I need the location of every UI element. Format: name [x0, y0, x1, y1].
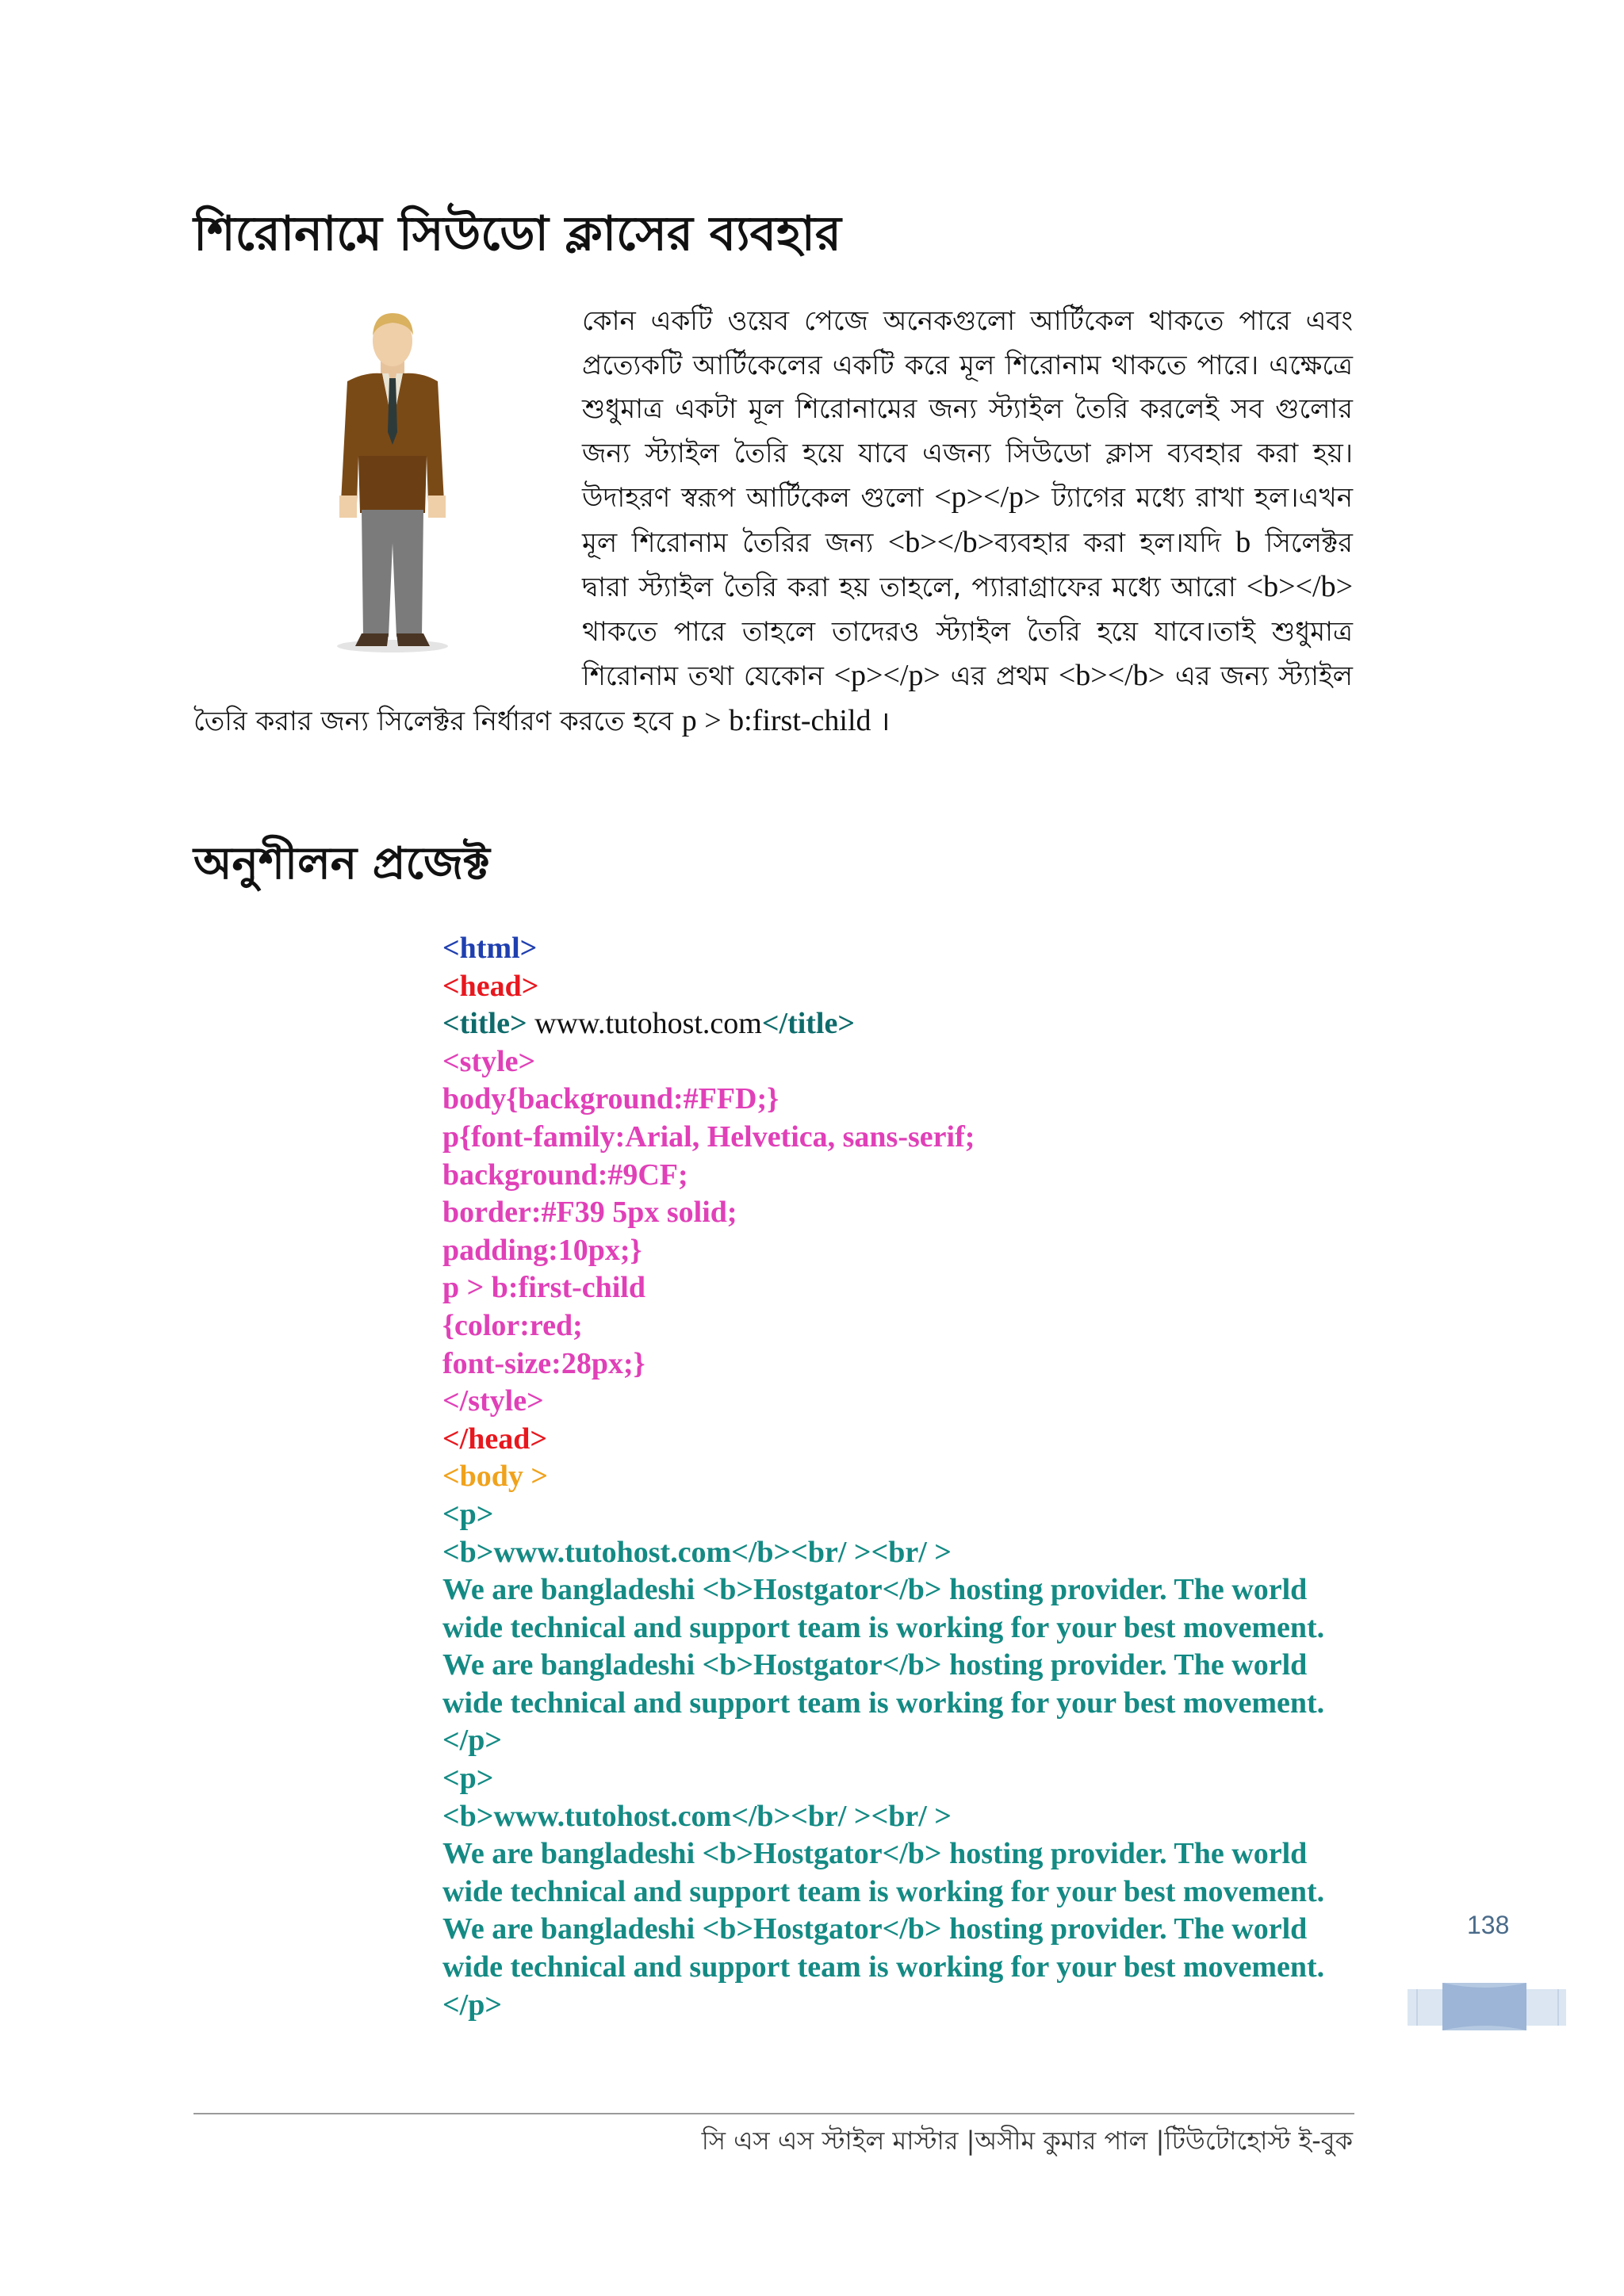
- code-line-css: background:#9CF;: [442, 1158, 688, 1192]
- code-line-title: [442, 1005, 1362, 1043]
- inline-code: <b></b>: [1246, 570, 1353, 603]
- code-line-html-open: <html>: [442, 932, 538, 965]
- paragraph-text: ।: [871, 705, 891, 737]
- code-line-css: padding:10px;}: [442, 1233, 642, 1267]
- code-line-css: p{font-family:Arial, Helvetica, sans-serif;: [442, 1119, 975, 1154]
- paragraph-text: ব্যবহার করা হল।যদি: [994, 526, 1236, 559]
- inline-code: p > b:first-child: [681, 703, 871, 737]
- code-line-css: font-size:28px;}: [442, 1346, 645, 1380]
- section-heading: শিরোনামে সিউডো ক্লাসের ব্যবহার: [193, 206, 841, 262]
- page-footer: সি এস এস স্টাইল মাস্টার |অসীম কুমার পাল |টিউটোহোস্ট ই-বুক: [701, 2126, 1353, 2156]
- code-line-style-open: <style>: [442, 1044, 536, 1078]
- code-line-p-close: </p>: [442, 1724, 502, 1758]
- code-line-p-open: <p>: [442, 1497, 494, 1531]
- code-line-style-close: </style>: [442, 1384, 544, 1418]
- code-listing: [442, 930, 1362, 2024]
- page-number: 138: [1467, 1911, 1510, 1939]
- footer-divider: [193, 2113, 1354, 2114]
- paragraph-text: সিলেক্টর দ্বারা স্ট্যাইল তৈরি করা হয় তাহলে, প্যারাগ্রাফের মধ্যে আরো: [582, 526, 1353, 603]
- paragraph-text: থাকতে পারে তাহলে তাদেরও স্ট্যাইল তৈরি হয়ে যাবে।তাই শুধুমাত্র শিরোনাম তথা যেকোন: [582, 615, 1353, 692]
- code-line-p-text: We are bangladeshi <b>Hostgator</b> hosting provider. The world wide technical and support team is working for your best movement. We are bangladeshi <b>Hostgator</b> hosting provider. The world wide technical and support team is working for your best movement.: [442, 1837, 1325, 1984]
- code-line-body-open: <body >: [442, 1460, 549, 1494]
- code-line-p-close: </p>: [442, 1988, 502, 2022]
- paragraph-text: কোন একটি ওয়েব পেজে অনেকগুলো আর্টিকেল থাকতে পারে এবং প্রত্যেকটি আর্টিকেলের একটি করে মূল শিরোনাম থাকতে পারে। এক্ষেত্রে শুধুমাত্র একটা মূল শিরোনামের জন্য স্ট্যাইল তৈরি করলেই সব গুলোর জন্য স্ট্যাইল তৈরি হয়ে যাবে এজন্য সিউডো ক্লাস ব্যবহার করা হয়। উদাহরণ স্বরূপ আর্টিকেল গুলো: [582, 305, 1353, 514]
- paragraph-text: এর প্রথম: [940, 660, 1059, 692]
- practice-project-heading: অনুশীলন প্রজেক্ট: [193, 838, 490, 890]
- code-line-css: {color:red;: [442, 1308, 583, 1342]
- code-line-b: <b>www.tutohost.com</b><br/ ><br/ >: [442, 1799, 952, 1833]
- code-line-css: p > b:first-child: [442, 1271, 645, 1305]
- code-line-head-open: <head>: [442, 969, 539, 1003]
- inline-code: <b></b>: [1058, 659, 1166, 692]
- code-line-p-text: We are bangladeshi <b>Hostgator</b> hosting provider. The world wide technical and support team is working for your best movement. We are bangladeshi <b>Hostgator</b> hosting provider. The world wide technical and support team is working for your best movement.: [442, 1573, 1325, 1720]
- page-corner-decoration-icon: [1408, 1978, 1566, 2035]
- code-line-head-close: </head>: [442, 1422, 547, 1456]
- code-line-p-open: <p>: [442, 1762, 494, 1796]
- title-open-tag: <title>: [442, 1007, 527, 1041]
- inline-code: <p></p>: [833, 659, 940, 692]
- title-close-tag: </title>: [761, 1007, 856, 1041]
- code-line-css: border:#F39 5px solid;: [442, 1196, 737, 1230]
- body-paragraph: [193, 300, 1353, 744]
- inline-code: <b></b>: [887, 525, 995, 559]
- paragraph-text: ট্যাগের মধ্যে রাখা হল।এখন মূল শিরোনাম তৈরির জন্য: [582, 482, 1353, 559]
- code-line-b: <b>www.tutohost.com</b><br/ ><br/ >: [442, 1535, 952, 1569]
- inline-code: b: [1235, 525, 1251, 559]
- title-text: www.tutohost.com: [527, 1007, 762, 1041]
- code-line-css: body{background:#FFD;}: [442, 1082, 779, 1116]
- inline-code: <p></p>: [934, 480, 1041, 514]
- paragraph-text: এর জন্য স্ট্যাইল তৈরি করার জন্য সিলেক্টর নির্ধারণ করতে হবে: [193, 660, 1353, 737]
